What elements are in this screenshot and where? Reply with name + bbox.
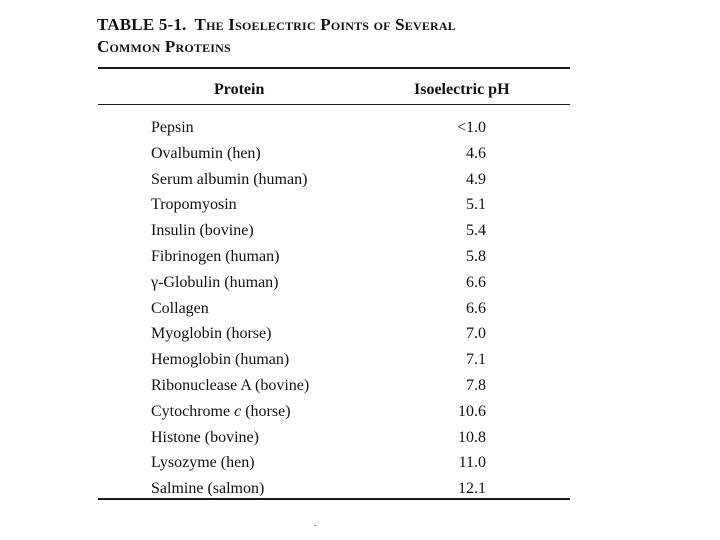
isoelectric-ph-value: 4.6 [466,144,486,162]
isoelectric-ph-value: 7.0 [466,325,486,343]
isoelectric-ph-value: <1.0 [456,119,486,136]
table-header-rule [98,104,570,105]
isoelectric-ph-value: 7.8 [466,376,486,394]
table-title-line-1: The Isoelectric Points of Several [194,15,456,34]
table-row [0,452,720,478]
isoelectric-ph-value: 7.1 [466,351,486,369]
isoelectric-ph-value: 11.0 [458,454,486,472]
table-row [0,323,720,349]
table-row [0,401,720,427]
isoelectric-ph-value: 10.6 [458,402,486,420]
isoelectric-ph-value: 6.6 [466,299,486,317]
table-row [0,220,720,246]
isoelectric-ph-value: 5.8 [466,247,486,265]
table-row [0,349,720,375]
table-top-rule [98,67,570,69]
protein-name: Lysozyme (hen) [151,454,255,472]
table-row [0,478,720,504]
protein-name: Ribonuclease A (bovine) [151,376,310,394]
column-header-protein: Protein [214,81,265,98]
protein-name: Salmine (salmon) [151,480,265,498]
isoelectric-ph-value: 6.6 [466,273,486,291]
isoelectric-ph-value: 4.9 [466,170,486,188]
protein-name: Fibrinogen (human) [151,247,280,265]
table-row [0,143,720,169]
protein-name: Hemoglobin (human) [151,351,290,369]
table-row [0,169,720,195]
protein-name: Pepsin [151,119,194,136]
protein-name: Cytochrome c (horse) [151,402,291,420]
protein-name: Serum albumin (human) [151,170,308,188]
column-header-isoelectric-ph: Isoelectric pH [414,81,510,98]
table-body [0,117,720,504]
caption-line-1 [97,14,577,36]
scan-speck [314,525,316,526]
isoelectric-ph-value: 12.1 [458,480,486,498]
table-bottom-rule [98,498,570,500]
protein-name: γ-Globulin (human) [151,273,279,291]
table-row [0,117,720,143]
table-caption [97,14,577,58]
table-row [0,246,720,272]
table-row [0,427,720,453]
protein-name: Tropomyosin [151,196,237,214]
protein-name: Insulin (bovine) [151,222,254,240]
isoelectric-ph-value: 5.4 [466,222,486,240]
isoelectric-ph-value: 10.8 [458,428,486,446]
protein-name: Collagen [151,299,209,317]
protein-name: Ovalbumin (hen) [151,144,261,162]
table-row [0,272,720,298]
table-label: TABLE 5-1. [97,15,187,34]
protein-name: Myoglobin (horse) [151,325,272,343]
isoelectric-ph-value: 5.1 [466,196,486,214]
table-row [0,298,720,324]
protein-name: Histone (bovine) [151,428,259,446]
table-row [0,194,720,220]
table-title-line-2: Common Proteins [97,37,231,56]
table-row [0,375,720,401]
